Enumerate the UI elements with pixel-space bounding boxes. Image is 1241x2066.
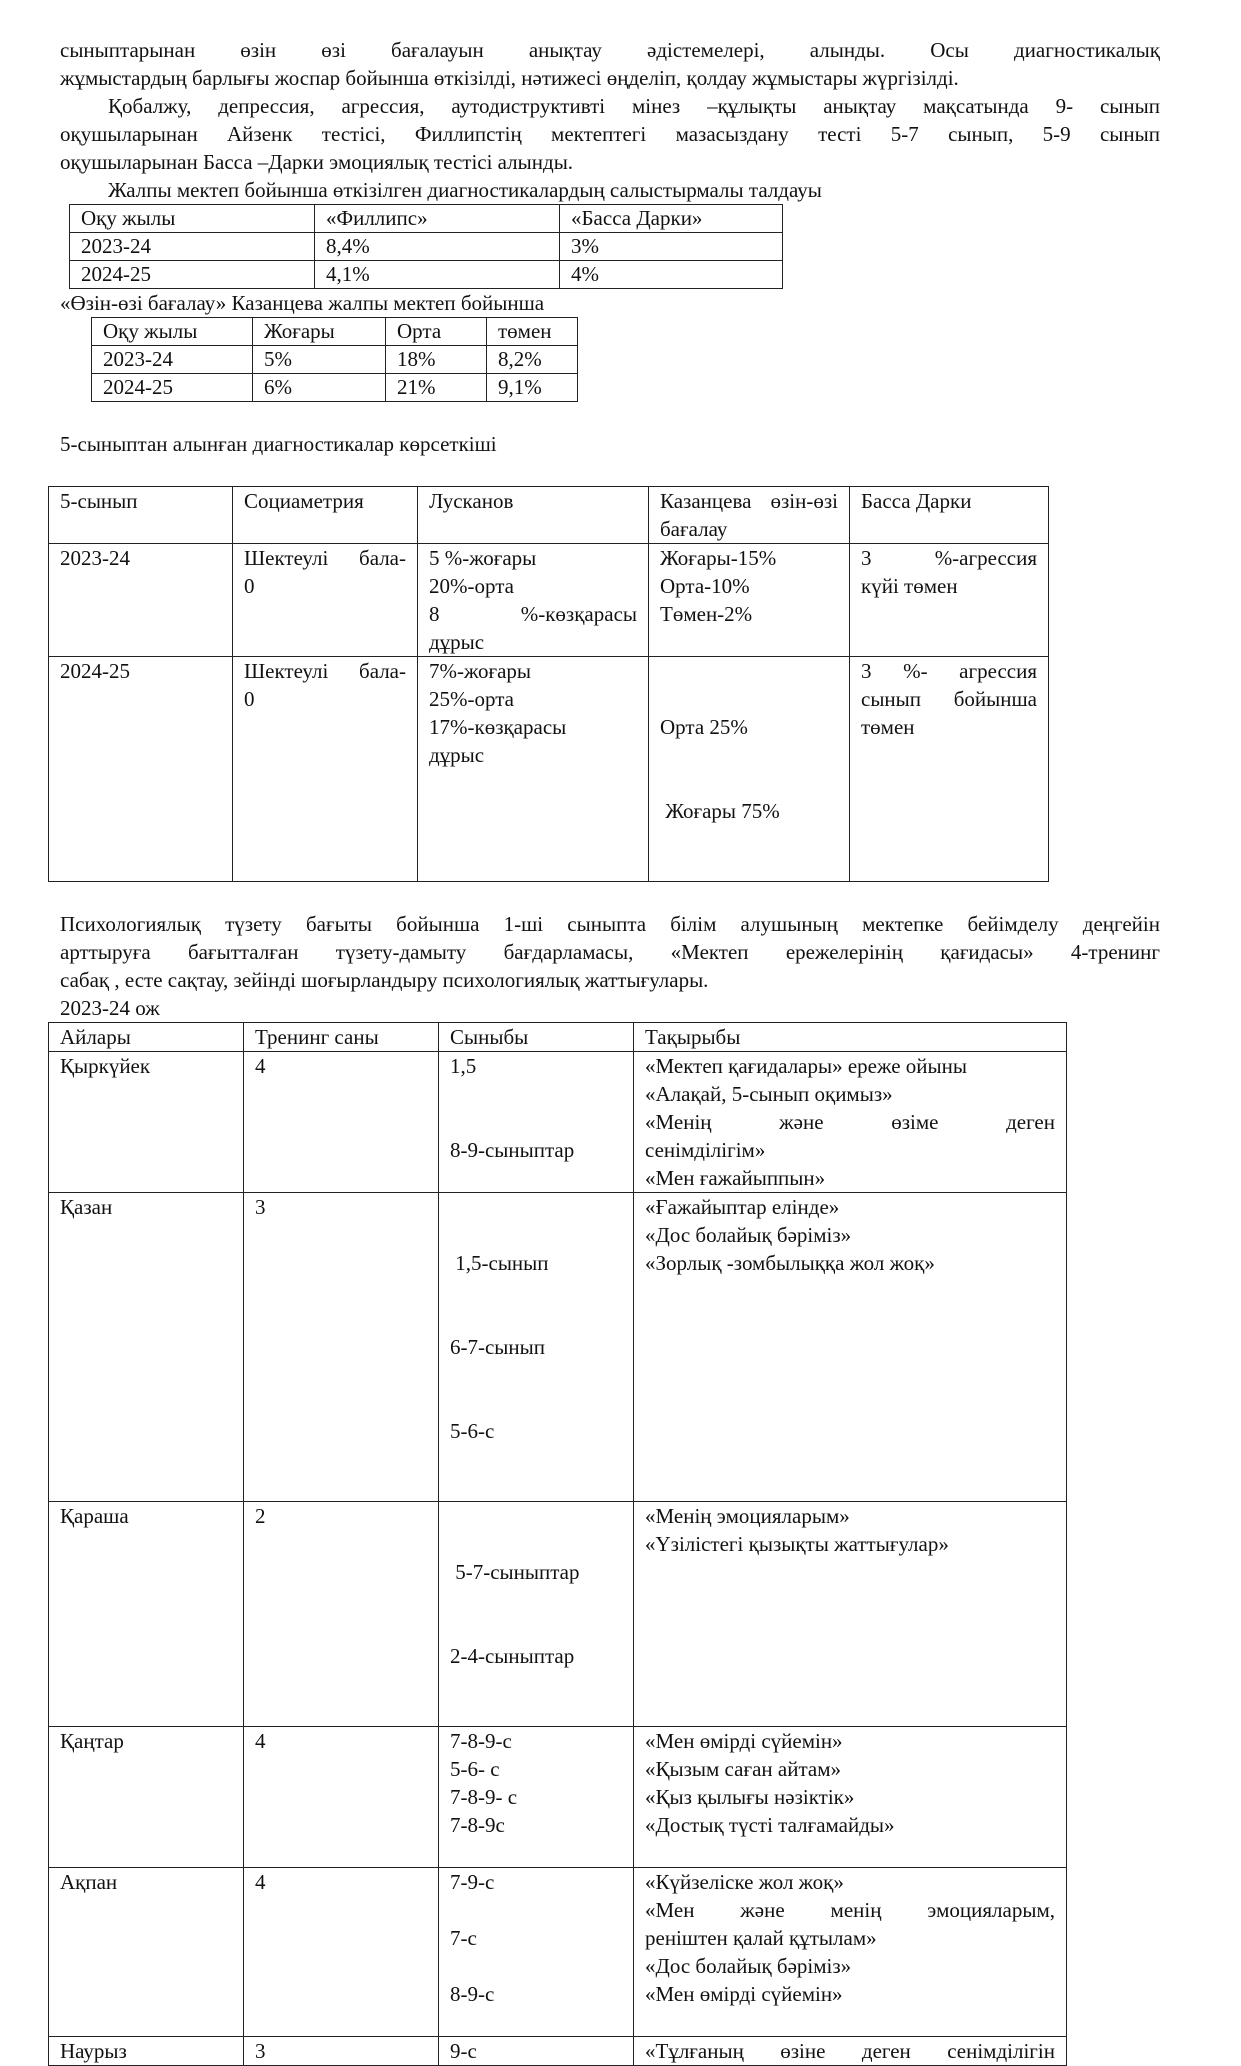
table-cell: 4,1% [315,261,560,289]
cell-line: Шектеулі бала- [244,659,406,683]
table-cell: Наурыз [49,2037,244,2066]
table-kazantseva [91,317,578,402]
cell-line: реніштен қалай құтылам» [645,1926,877,1950]
table-cell [439,1727,634,1868]
cell-line: 7-9-с [450,1870,495,1894]
table-header-cell: 5-сынып [49,487,233,544]
cell-line: Орта-10% [660,574,750,598]
table-cell: 4% [560,261,783,289]
cell-line: «Мен ғажайыппын» [645,1166,826,1190]
table-cell [850,544,1049,657]
cell-line [450,1896,622,1924]
table-header-cell: төмен [487,318,578,346]
table-cell: Ақпан [49,1868,244,2037]
table-cell [233,657,418,882]
table-header-cell: Тренинг саны [244,1023,439,1052]
table-cell: Қаңтар [49,1727,244,1868]
cell-line [450,1952,622,1980]
table-cell [634,1193,1067,1502]
table-row [49,657,1049,882]
table-row [49,544,1049,657]
table-header-cell: «Филлипс» [315,205,560,233]
cell-line: 20%-орта [429,574,514,598]
table-cell [439,1868,634,2037]
table-cell: 2023-24 [49,544,233,657]
cell-line: 6-7-сынып [450,1335,546,1359]
cell-line: «Зорлық -зомбылыққа жол жоқ» [645,1251,935,1275]
table-cell: 9,1% [487,374,578,402]
cell-line [450,1164,622,1192]
table-header-cell: Орта [386,318,487,346]
table-cell: 2024-25 [49,657,233,882]
cell-line: «Ғажайыптар елінде» [645,1195,840,1219]
cell-line: «Күйзеліске жол жоқ» [645,1870,844,1894]
cell-line: 8-9-сыныптар [450,1138,575,1162]
cell-line [450,1108,622,1136]
cell-line: 8 %-көзқарасы [429,602,637,626]
intro-line: жұмыстардың барлығы жоспар бойынша өткізілді, нәтижесі өңделіп, қолдау жұмыстары жүргізілді. [60,66,959,90]
table-header-cell: Тақырыбы [634,1023,1067,1052]
cell-line: 7-8-9с [450,1813,505,1837]
table-header-cell: Казанцева өзін-өзі бағалау [649,487,850,544]
table-cell [634,1727,1067,1868]
table-header-cell: Айлары [49,1023,244,1052]
table-cell: 8,4% [315,233,560,261]
cell-line: «Достық түсті талғамайды» [645,1813,895,1837]
cell-line [450,1839,622,1867]
table-cell: 2024-25 [70,261,315,289]
table-cell: 3% [560,233,783,261]
table-cell: 2 [244,1502,439,1727]
cell-line [450,1080,622,1108]
table-cell [634,2037,1067,2066]
cell-line: «Үзілістегі қызықты жаттығулар» [645,1532,949,1556]
table-header-cell: Социаметрия [233,487,418,544]
cell-line: дұрыс [429,743,485,767]
table-cell [439,1502,634,1727]
table-row [49,2037,1067,2066]
table2-caption: «Өзін-өзі бағалау» Казанцева жалпы мектеп бойынша [60,291,545,315]
cell-line: «Қызым саған айтам» [645,1757,841,1781]
cell-line: Жоғары 75% [660,799,780,823]
table-cell: 3 [244,2037,439,2066]
cell-line: дұрыс [429,630,485,654]
table-phillips-bassa [69,204,783,289]
cell-line: Жоғары-15% [660,546,777,570]
table-cell [233,544,418,657]
table-header-row [70,205,783,233]
cell-line: «Қыз қылығы нәзіктік» [645,1785,855,1809]
year-label: 2023-24 ож [60,996,160,1020]
cell-line: «Алақай, 5-сынып оқимыз» [645,1082,893,1106]
cell-line: «Дос болайық бәріміз» [645,1954,852,1978]
cell-line [450,2008,622,2036]
table1-caption: Жалпы мектеп бойынша өткізілген диагностикалардың салыстырмалы талдауы [108,178,822,202]
cell-line: Шектеулі бала- [244,546,406,570]
table-cell: 21% [386,374,487,402]
cell-line: «Мектеп қағидалары» ереже ойыны [645,1054,967,1078]
cell-line: 0 [244,687,255,711]
cell-line: 5-7-сыныптар [450,1560,580,1584]
table-cell [634,1868,1067,2037]
cell-line: 7-8-9- с [450,1785,518,1809]
table-row [49,1193,1067,1502]
table-header-row [92,318,578,346]
table-grade5-diagnostics [48,486,1049,882]
table-cell [649,657,850,882]
table3-caption: 5-сыныптан алынған диагностикалар көрсеткіші [60,432,497,456]
table-row [70,233,783,261]
cell-line: «Мен өмірді сүйемін» [645,1729,843,1753]
cell-line: «Менің және өзіме деген [645,1110,1055,1134]
table-cell: 5% [253,346,386,374]
cell-line: «Мен және менің эмоцияларым, [645,1898,1055,1922]
cell-line: 0 [244,574,255,598]
cell-line: 25%-орта [429,687,514,711]
table-row [92,346,578,374]
table-header-cell: Оқу жылы [70,205,315,233]
table-cell [634,1502,1067,1727]
cell-line: «Дос болайық бәріміз» [645,1223,852,1247]
intro-line: сыныптарынан өзін өзі бағалауын анықтау әдістемелері, алынды. Осы диагностикалық [60,38,1160,62]
table-header-cell: Лусканов [418,487,649,544]
psych-line: сабақ , есте сақтау, зейінді шоғырландыру психологиялық жаттығулары. [60,968,709,992]
table-training-plan [48,1022,1067,2066]
table-cell: 8,2% [487,346,578,374]
table-header-cell: Жоғары [253,318,386,346]
table-cell [439,1193,634,1502]
table-row [49,1868,1067,2037]
table-header-cell: «Басса Дарки» [560,205,783,233]
table-cell [850,657,1049,882]
table-cell: 2024-25 [92,374,253,402]
cell-line: 1,5 [450,1054,477,1078]
table-header-cell: Сыныбы [439,1023,634,1052]
cell-line: 17%-көзқарасы [429,715,567,739]
cell-line: 1,5-сынып [450,1251,549,1275]
table-row [49,1052,1067,1193]
cell-line: Төмен-2% [660,602,753,626]
psych-line: арттыруға бағытталған түзету-дамыту бағдарламасы, «Мектеп ережелерінің қағидасы» 4-тренинг [60,940,1160,964]
table-cell: Қараша [49,1502,244,1727]
cell-line: сенімділігім» [645,1138,766,1162]
table-cell [649,544,850,657]
cell-line: Орта 25% [660,715,748,739]
cell-line: 5-6- с [450,1757,500,1781]
table-row [70,261,783,289]
table-row [49,1502,1067,1727]
table-header-row [49,487,1049,544]
cell-line: 2-4-сыныптар [450,1644,575,1668]
psych-line: Психологиялық түзету бағыты бойынша 1-ші сыныпта білім алушының мектепке бейімделу деңгейін [60,912,1160,936]
intro-line: оқушыларынан Айзенк тестісі, Филлипстің мектептегі мазасыздану тесті 5-7 сынып, 5-9 сынып [60,122,1160,146]
table-cell: 2023-24 [92,346,253,374]
table-cell [634,1052,1067,1193]
cell-line: 5-6-с [450,1419,495,1443]
document-page [60,36,1160,2066]
table-cell [418,544,649,657]
table-cell: 4 [244,1868,439,2037]
table-cell: 9-с [439,2037,634,2066]
table-cell: 3 [244,1193,439,1502]
cell-line: 5 %-жоғары [429,546,537,570]
table-header-row [49,1023,1067,1052]
intro-line: оқушыларынан Басса –Дарки эмоциялық тестісі алынды. [60,150,574,174]
table-header-cell: Басса Дарки [850,487,1049,544]
table-cell [439,1052,634,1193]
cell-line: «Тұлғаның өзіне деген сенімділігін [645,2039,1055,2063]
table-cell: 4 [244,1052,439,1193]
table-cell: Қазан [49,1193,244,1502]
table-cell: 4 [244,1727,439,1868]
table-cell: Қыркүйек [49,1052,244,1193]
cell-line: 7%-жоғары [429,659,532,683]
cell-line: «Менің эмоцияларым» [645,1504,850,1528]
cell-line: 7-8-9-с [450,1729,512,1753]
table-cell: 18% [386,346,487,374]
cell-line: 7-с [450,1926,477,1950]
cell-line: күйі төмен [861,574,958,598]
intro-line: Қобалжу, депрессия, агрессия, аутодиструктивті мінез –құлықты анықтау мақсатында 9- сынып [108,94,1160,118]
cell-line [645,1839,1055,1867]
table-cell: 6% [253,374,386,402]
cell-line: сынып бойынша [861,687,1037,711]
cell-line: «Мен өмірді сүйемін» [645,1982,843,2006]
cell-line: 8-9-с [450,1982,495,2006]
cell-line: 3 %- агрессия [861,659,1037,683]
table-cell [418,657,649,882]
cell-line [645,2008,1055,2036]
cell-line: төмен [861,715,915,739]
table-cell: 2023-24 [70,233,315,261]
table-row [92,374,578,402]
cell-line: 3 %-агрессия [861,546,1037,570]
table-row [49,1727,1067,1868]
table-header-cell: Оқу жылы [92,318,253,346]
